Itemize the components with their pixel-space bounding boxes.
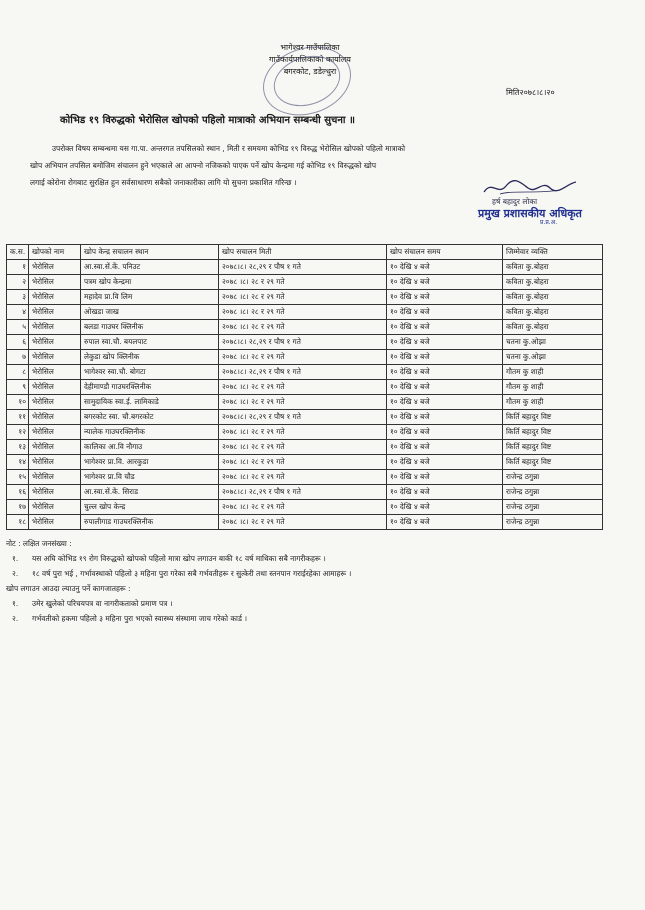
cell-vaccine: भेरोसिल (29, 260, 81, 275)
cell-location: भागेश्वर प्रा.वि. आरकुडा (81, 455, 219, 470)
cell-date: २०७८।८। २८,२९ र पौष १ गते (219, 410, 387, 425)
cell-time: १० देखि ४ बजे (387, 485, 503, 500)
cell-serial: ३ (7, 290, 29, 305)
cell-time: १० देखि ४ बजे (387, 425, 503, 440)
cell-date: २०७८।८। २८,२९ र पौष १ गते (219, 365, 387, 380)
cell-serial: १२ (7, 425, 29, 440)
table-row (7, 425, 603, 440)
note-item: २. गर्भवतीको हकमा पहिलो ३ महिना पुरा भएको स्वास्थ्य संस्थामा जाच गरेको कार्ड । (12, 614, 248, 623)
table-row (7, 260, 603, 275)
note-item: २. १८ वर्ष पुरा भई , गर्भावस्थाको पहिलो ३ महिना पुरा गरेका सबै गर्भवतीहरू र सुत्केरी तथा स्तनपान गराईरहेका आमाहरू । (12, 569, 352, 578)
cell-time: १० देखि ४ बजे (387, 320, 503, 335)
cell-serial: ४ (7, 305, 29, 320)
header-address: बगरकोट, डडेल्धुरा (283, 67, 337, 76)
cell-date: २०७८ ।८। २८ र २९ गते (219, 515, 387, 530)
body-line: लगाई कोरोना रोगबाट सुरक्षित हुन सर्वसाधारण सबैको जनाकारीका लागि यो सुचना प्रकाशित गरिन्छ । (30, 178, 297, 187)
cell-vaccine: भेरोसिल (29, 515, 81, 530)
cell-person: कविता कु.बोहरा (503, 260, 603, 275)
cell-person: गौतम कु शाही (503, 395, 603, 410)
cell-serial: २ (7, 275, 29, 290)
table-row (7, 380, 603, 395)
cell-date: २०७८ ।८। २८ र २९ गते (219, 380, 387, 395)
table-row (7, 365, 603, 380)
notice-title: कोभिड १९ विरुद्धको भेरोसिल खोपको पहिलो मात्राको अभियान सम्बन्धी सुचना ॥ (60, 115, 355, 126)
col-header-serial: क.स. (7, 245, 29, 260)
cell-person: किर्ति बहादुर विष्ट (503, 425, 603, 440)
signatory-name: हर्ष बहादुर लोका (492, 197, 538, 206)
cell-time: १० देखि ४ बजे (387, 500, 503, 515)
cell-person: चतना कु.ओझा (503, 335, 603, 350)
cell-location: न्यालेक गाउघरक्लिनीक (81, 425, 219, 440)
cell-person: गौतम कु शाही (503, 380, 603, 395)
cell-time: १० देखि ४ बजे (387, 455, 503, 470)
cell-vaccine: भेरोसिल (29, 320, 81, 335)
table-row (7, 335, 603, 350)
cell-serial: १४ (7, 455, 29, 470)
table-row (7, 485, 603, 500)
cell-location: कालिका आ.वि नौगाउ (81, 440, 219, 455)
cell-person: कविता कु.बोहरा (503, 290, 603, 305)
cell-serial: १० (7, 395, 29, 410)
table-row (7, 515, 603, 530)
cell-serial: ११ (7, 410, 29, 425)
cell-location: सामुदायिक स्वा.ई. लामिकाडे (81, 395, 219, 410)
cell-vaccine: भेरोसिल (29, 500, 81, 515)
cell-date: २०७८ ।८। २८ र २९ गते (219, 395, 387, 410)
cell-vaccine: भेरोसिल (29, 335, 81, 350)
cell-time: १० देखि ४ बजे (387, 470, 503, 485)
cell-person: राजेन्द्र ठगुन्ना (503, 485, 603, 500)
col-header-time: खोप संचालन समय (387, 245, 503, 260)
notice-date: मिति२०७८।८।२० (506, 88, 555, 97)
cell-vaccine: भेरोसिल (29, 425, 81, 440)
table-row (7, 290, 603, 305)
cell-date: २०७८ ।८। २८ र २९ गते (219, 305, 387, 320)
cell-time: १० देखि ४ बजे (387, 380, 503, 395)
cell-date: २०७८।८। २८,२९ र पौष १ गते (219, 335, 387, 350)
cell-person: कविता कु.बोहरा (503, 275, 603, 290)
cell-person: किर्ति बहादुर विष्ट (503, 440, 603, 455)
cell-location: देहीमाण्डौ गाउघरक्लिनीक (81, 380, 219, 395)
cell-time: १० देखि ४ बजे (387, 350, 503, 365)
cell-vaccine: भेरोसिल (29, 485, 81, 500)
table-row (7, 305, 603, 320)
cell-location: आ.स्वा.सें.कें. पनिउट (81, 260, 219, 275)
cell-time: १० देखि ४ बजे (387, 275, 503, 290)
body-line: खोप अभियान तपसिल बमोजिम संचालन हुने भएकाले आ आफ्नो नजिकको पाएक पर्ने खोप केन्द्रमा गई कोभिड १९ विरुद्धको खोप (30, 161, 377, 170)
cell-location: रुपाल स्वा.चौ. बयलपाट (81, 335, 219, 350)
col-header-location: खोप केन्द्र सचालन स्थान (81, 245, 219, 260)
body-line: उपरोक्त विषय सम्बन्धमा यस गा.पा. अन्तरगत तपसिलको स्थान , मिती र समयमा कोभिड १९ विरुद्ध भेरोसिल खोपको पहिलो मात्राको (52, 144, 406, 153)
cell-serial: ५ (7, 320, 29, 335)
cell-location: लेकुडा खोप क्लिनीक (81, 350, 219, 365)
table-row (7, 395, 603, 410)
cell-vaccine: भेरोसिल (29, 455, 81, 470)
table-row (7, 275, 603, 290)
cell-location: बगरकोट स्वा. चौ.बगरकोट (81, 410, 219, 425)
table-row (7, 470, 603, 485)
table-row (7, 440, 603, 455)
table-header-row (7, 245, 603, 260)
cell-serial: १८ (7, 515, 29, 530)
cell-location: बलडा गाउघर क्लिनीक (81, 320, 219, 335)
cell-time: १० देखि ४ बजे (387, 305, 503, 320)
cell-vaccine: भेरोसिल (29, 410, 81, 425)
cell-location: ओखडा जाख (81, 305, 219, 320)
cell-date: २०७८ ।८। २८ र २९ गते (219, 500, 387, 515)
cell-date: २०७८ ।८। २८ र २९ गते (219, 440, 387, 455)
cell-person: किर्ति बहादुर विष्ट (503, 455, 603, 470)
vaccination-schedule-table (6, 244, 603, 530)
signatory-abbrev: प्र.प्र.अ. (540, 219, 558, 226)
cell-serial: १३ (7, 440, 29, 455)
cell-time: १० देखि ४ बजे (387, 290, 503, 305)
cell-date: २०७८।८। २८,२९ र पौष १ गते (219, 260, 387, 275)
notes-section (6, 536, 636, 626)
cell-vaccine: भेरोसिल (29, 350, 81, 365)
target-heading: नोट : लक्षित जनसंख्या : (6, 539, 72, 548)
cell-serial: १ (7, 260, 29, 275)
cell-serial: १५ (7, 470, 29, 485)
cell-person: चतना कु.ओझा (503, 350, 603, 365)
cell-date: २०७८ ।८। २८ र २९ गते (219, 275, 387, 290)
table-row (7, 350, 603, 365)
cell-location: महादेव प्रा.वि लिम (81, 290, 219, 305)
cell-time: १० देखि ४ बजे (387, 395, 503, 410)
table-row (7, 410, 603, 425)
cell-date: २०७८ ।८। २८ र २९ गते (219, 320, 387, 335)
table-row (7, 455, 603, 470)
cell-serial: ९ (7, 380, 29, 395)
cell-vaccine: भेरोसिल (29, 380, 81, 395)
cell-vaccine: भेरोसिल (29, 290, 81, 305)
cell-time: १० देखि ४ बजे (387, 260, 503, 275)
cell-serial: ६ (7, 335, 29, 350)
cell-location: रुपालीगाड गाउघरक्लिनीक (81, 515, 219, 530)
cell-person: राजेन्द्र ठगुन्ना (503, 515, 603, 530)
cell-location: आ.स्वा.सें.कें. सिराड (81, 485, 219, 500)
cell-vaccine: भेरोसिल (29, 365, 81, 380)
cell-serial: १६ (7, 485, 29, 500)
table-row (7, 320, 603, 335)
cell-time: १० देखि ४ बजे (387, 335, 503, 350)
col-header-date: खोप सचालन मिती (219, 245, 387, 260)
cell-person: राजेन्द्र ठगुन्ना (503, 500, 603, 515)
col-header-person: जिम्मेवार व्यक्ति (503, 245, 603, 260)
note-item: १. यस अघि कोभिड १९ रोग विरुद्धको खोपको पहिलो मात्रा खोप लगाउन बाकी १८ वर्ष माथिका सबै नागरीकहरू । (12, 554, 326, 563)
cell-person: कविता कु.बोहरा (503, 305, 603, 320)
cell-person: गौतम कु शाही (503, 365, 603, 380)
cell-person: राजेन्द्र ठगुन्ना (503, 470, 603, 485)
cell-date: २०७८ ।८। २८ र २९ गते (219, 455, 387, 470)
cell-location: भागेश्वर स्वा.चौ. बोगटा (81, 365, 219, 380)
cell-vaccine: भेरोसिल (29, 470, 81, 485)
cell-date: २०७८ ।८। २८ र २९ गते (219, 290, 387, 305)
cell-time: १० देखि ४ बजे (387, 515, 503, 530)
cell-vaccine: भेरोसिल (29, 395, 81, 410)
table-body (7, 260, 603, 530)
cell-person: कविता कु.बोहरा (503, 320, 603, 335)
handwritten-signature (480, 176, 580, 198)
cell-date: २०७८ ।८। २८ र २९ गते (219, 425, 387, 440)
note-item: १. उमेर खुलेको परिचयपत्र वा नागरीकताको प्रमाण पत्र । (12, 599, 173, 608)
cell-location: पत्रम खोप केन्द्रमा (81, 275, 219, 290)
cell-vaccine: भेरोसिल (29, 275, 81, 290)
cell-time: १० देखि ४ बजे (387, 365, 503, 380)
header-municipality: भागेश्वर गाउँपालिका (280, 43, 340, 52)
cell-location: भागेश्वर प्रा.वि चौड (81, 470, 219, 485)
signatory-title: प्रमुख प्रशासकीय अधिकृत (478, 207, 582, 220)
docs-heading: खोप लगाउन आउदा ल्याउनु पर्ने कागजातहरू : (6, 584, 131, 593)
cell-date: २०७८।८। २८,२९ र पौष १ गते (219, 485, 387, 500)
cell-vaccine: भेरोसिल (29, 440, 81, 455)
cell-time: १० देखि ४ बजे (387, 440, 503, 455)
cell-time: १० देखि ४ बजे (387, 410, 503, 425)
header-office: गाउँकार्यपालिकाको कार्यालय (269, 55, 351, 64)
cell-person: किर्ति बहादुर विष्ट (503, 410, 603, 425)
cell-serial: ७ (7, 350, 29, 365)
table-row (7, 500, 603, 515)
cell-vaccine: भेरोसिल (29, 305, 81, 320)
cell-date: २०७८ ।८। २८ र २९ गते (219, 470, 387, 485)
cell-serial: १७ (7, 500, 29, 515)
cell-location: चुल्ल खोप केन्द्र (81, 500, 219, 515)
col-header-vaccine: खोपको नाम (29, 245, 81, 260)
cell-date: २०७८ ।८। २८ र २९ गते (219, 350, 387, 365)
cell-serial: ८ (7, 365, 29, 380)
